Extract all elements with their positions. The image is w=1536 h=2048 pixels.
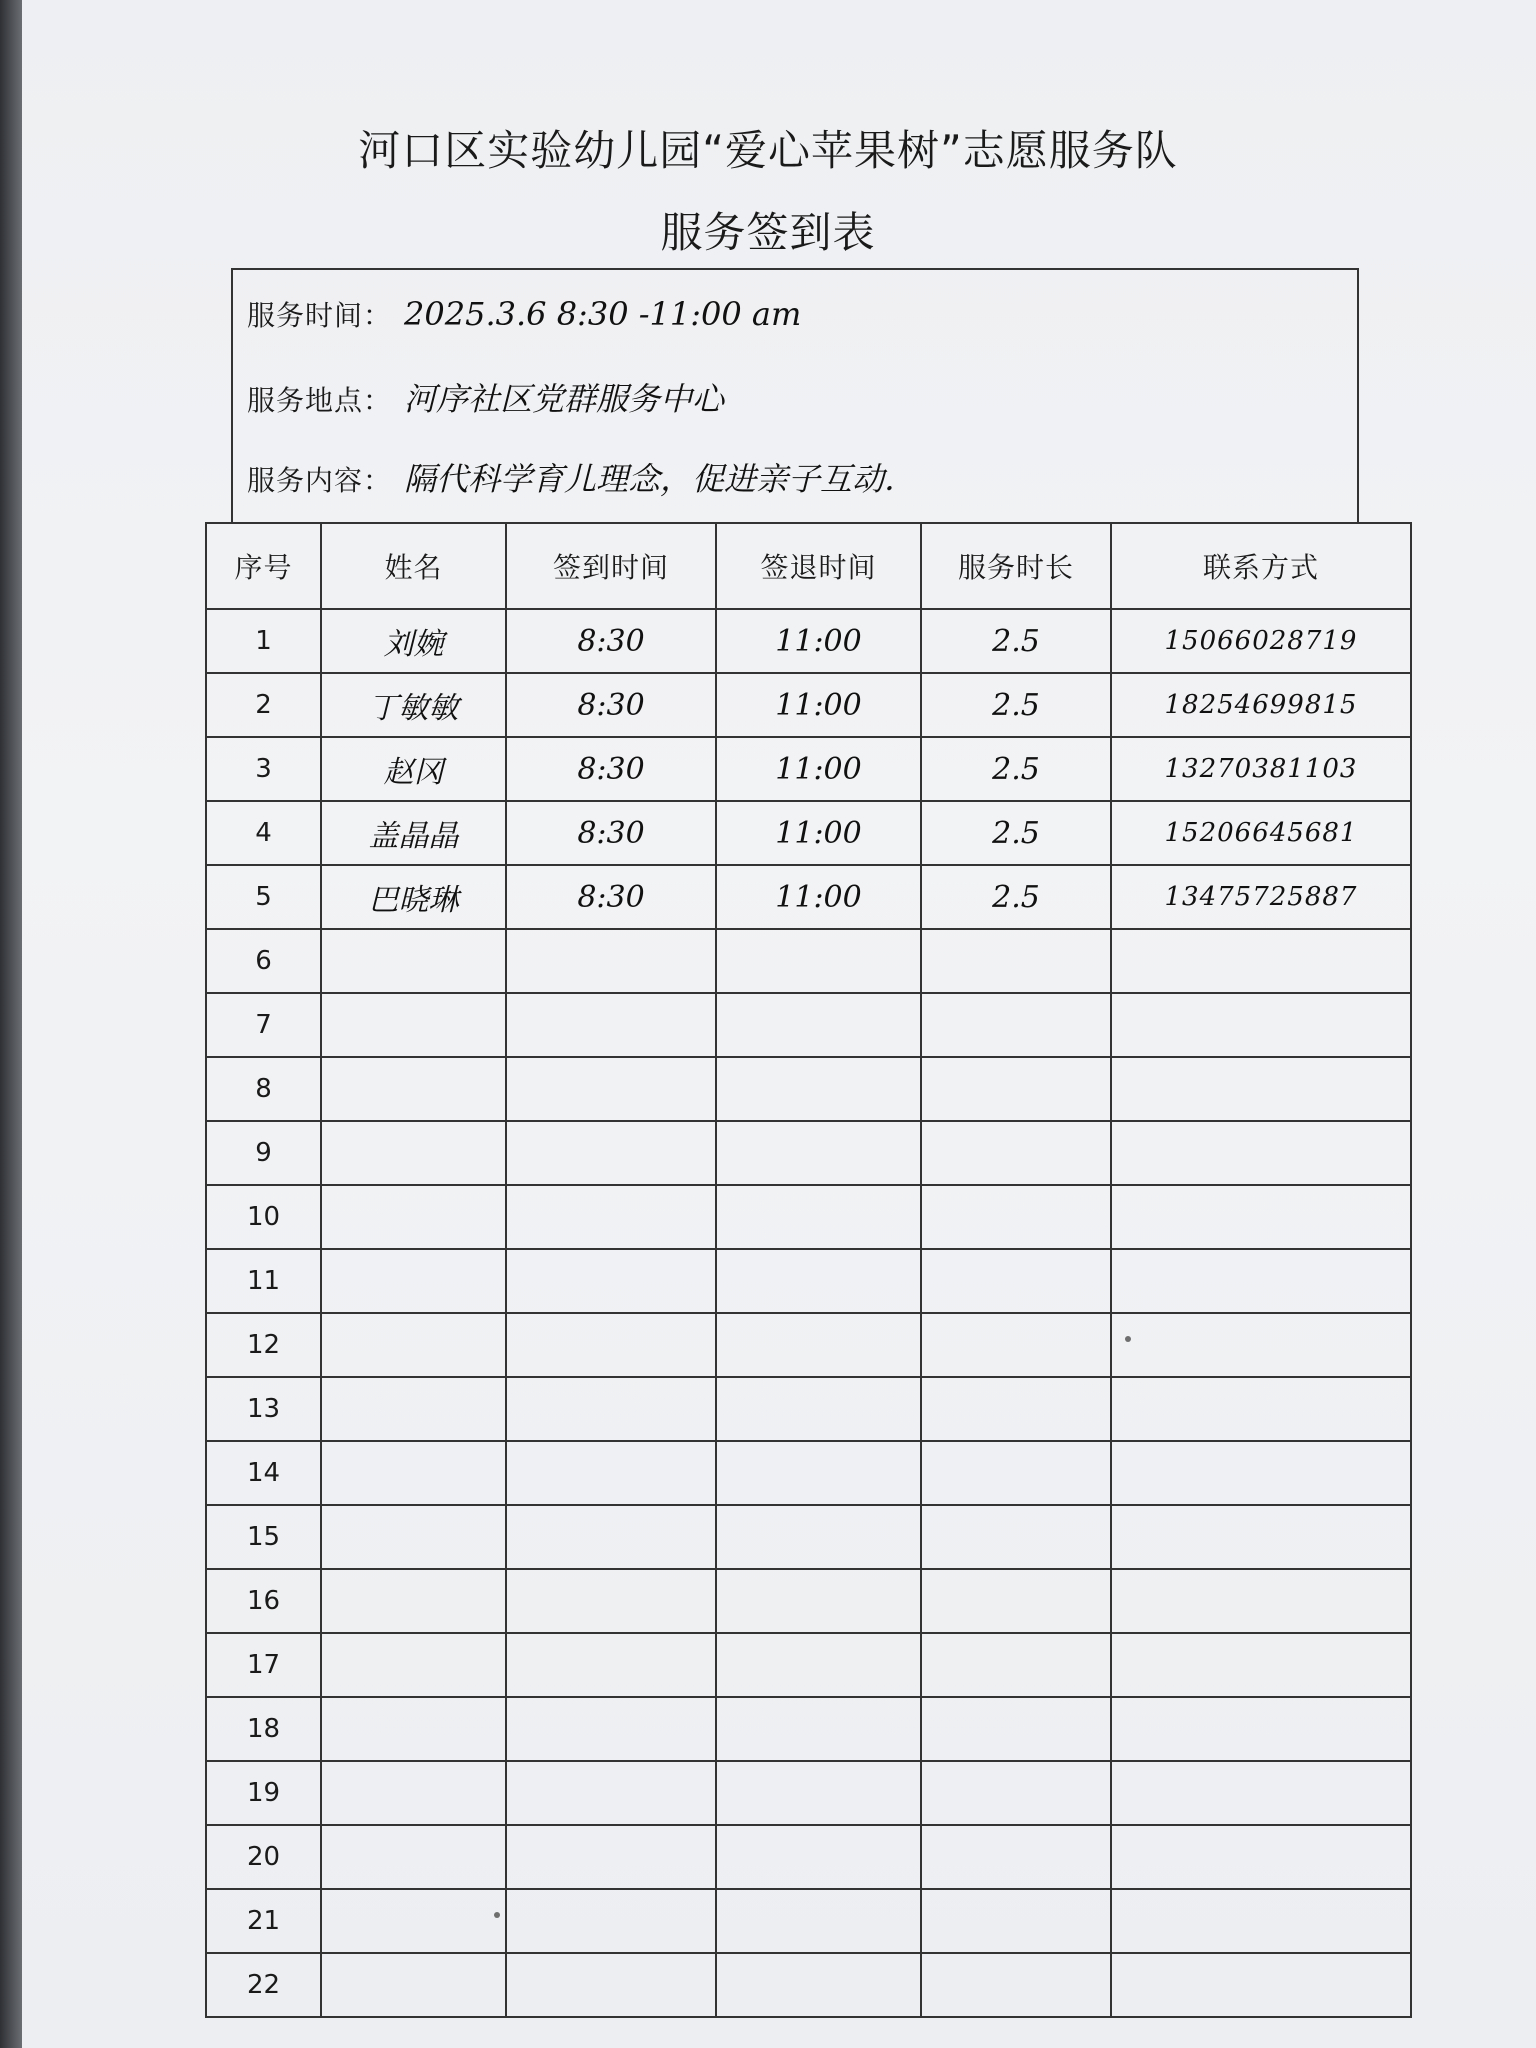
name-cell: [321, 1825, 506, 1889]
checkin-time-cell: [506, 1121, 716, 1185]
service-hours-cell: [921, 1249, 1111, 1313]
contact-phone-cell: [1111, 1761, 1411, 1825]
table-row: [206, 1953, 1411, 2017]
form-title: 河口区实验幼儿园“爱心苹果树”志愿服务队: [358, 126, 1178, 175]
row-number-cell: 7: [206, 993, 321, 1057]
name-cell: [321, 1953, 506, 2017]
service-hours-cell: 2.5: [921, 673, 1111, 737]
checkin-time-cell: [506, 1761, 716, 1825]
row-number-cell: 18: [206, 1697, 321, 1761]
name-cell: 刘婉: [321, 609, 506, 673]
name-cell: [321, 1313, 506, 1377]
row-number-cell: 17: [206, 1633, 321, 1697]
checkout-time-cell: [716, 1633, 921, 1697]
checkout-time-cell: [716, 1057, 921, 1121]
checkin-time-cell: [506, 1505, 716, 1569]
service-info-box: [231, 268, 1359, 524]
table-row: [206, 1313, 1411, 1377]
name-cell: [321, 1057, 506, 1121]
row-number-cell: 22: [206, 1953, 321, 2017]
service-time-label: 服务时间：: [247, 299, 393, 332]
row-number-cell: 14: [206, 1441, 321, 1505]
row-number-cell: 21: [206, 1889, 321, 1953]
checkout-time-cell: [716, 1953, 921, 2017]
table-row: [206, 1441, 1411, 1505]
row-number-cell: 5: [206, 865, 321, 929]
name-cell: [321, 1121, 506, 1185]
checkin-time-cell: 8:30: [506, 737, 716, 801]
table-row: [206, 1825, 1411, 1889]
service-place-label: 服务地点：: [247, 384, 393, 417]
contact-phone-cell: [1111, 1889, 1411, 1953]
table-row: [206, 1185, 1411, 1249]
checkin-time-cell: [506, 1569, 716, 1633]
service-hours-cell: 2.5: [921, 737, 1111, 801]
service-hours-cell: [921, 1697, 1111, 1761]
name-cell: [321, 1249, 506, 1313]
service-content-label: 服务内容：: [247, 464, 393, 497]
table-row: [206, 1377, 1411, 1441]
table-row: [206, 1505, 1411, 1569]
table-header-row: [206, 523, 1411, 609]
checkout-time-cell: 11:00: [716, 673, 921, 737]
table-row: [206, 1633, 1411, 1697]
row-number-cell: 16: [206, 1569, 321, 1633]
checkin-time-cell: 8:30: [506, 609, 716, 673]
paper-speck: [1125, 1336, 1131, 1342]
contact-phone-cell: [1111, 929, 1411, 993]
service-hours-cell: [921, 929, 1111, 993]
table-row: [206, 1249, 1411, 1313]
row-number-cell: 10: [206, 1185, 321, 1249]
name-cell: [321, 1185, 506, 1249]
service-hours-cell: 2.5: [921, 865, 1111, 929]
checkout-time-cell: [716, 1121, 921, 1185]
service-hours-cell: [921, 1953, 1111, 2017]
checkout-time-cell: [716, 1505, 921, 1569]
checkout-time-cell: [716, 1313, 921, 1377]
checkout-time-cell: [716, 1761, 921, 1825]
table-row: [206, 673, 1411, 737]
name-cell: [321, 1569, 506, 1633]
table-row: [206, 993, 1411, 1057]
service-content-value: 隔代科学育儿理念，促进亲子互动．: [404, 460, 917, 498]
checkout-time-cell: 11:00: [716, 865, 921, 929]
checkin-time-cell: [506, 1633, 716, 1697]
service-hours-cell: [921, 1889, 1111, 1953]
column-header-checkin: 签到时间: [506, 523, 716, 609]
service-hours-cell: [921, 1121, 1111, 1185]
column-header-number: 序号: [206, 523, 321, 609]
checkin-time-cell: 8:30: [506, 801, 716, 865]
name-cell: 赵冈: [321, 737, 506, 801]
table-row: [206, 1889, 1411, 1953]
checkin-time-cell: [506, 1825, 716, 1889]
contact-phone-cell: [1111, 1505, 1411, 1569]
name-cell: 丁敏敏: [321, 673, 506, 737]
name-cell: 巴晓琳: [321, 865, 506, 929]
checkin-time-cell: [506, 1889, 716, 1953]
row-number-cell: 11: [206, 1249, 321, 1313]
checkin-time-cell: 8:30: [506, 865, 716, 929]
contact-phone-cell: 13270381103: [1111, 737, 1411, 801]
contact-phone-cell: 15066028719: [1111, 609, 1411, 673]
contact-phone-cell: [1111, 1057, 1411, 1121]
column-header-contact: 联系方式: [1111, 523, 1411, 609]
name-cell: [321, 1889, 506, 1953]
table-row: [206, 1057, 1411, 1121]
checkout-time-cell: [716, 1185, 921, 1249]
row-number-cell: 2: [206, 673, 321, 737]
table-row: [206, 801, 1411, 865]
row-number-cell: 4: [206, 801, 321, 865]
name-cell: [321, 1761, 506, 1825]
contact-phone-cell: [1111, 1633, 1411, 1697]
contact-phone-cell: [1111, 1249, 1411, 1313]
row-number-cell: 6: [206, 929, 321, 993]
table-body: [206, 609, 1411, 2017]
name-cell: 盖晶晶: [321, 801, 506, 865]
service-hours-cell: [921, 993, 1111, 1057]
row-number-cell: 19: [206, 1761, 321, 1825]
contact-phone-cell: [1111, 1697, 1411, 1761]
row-number-cell: 15: [206, 1505, 321, 1569]
service-hours-cell: [921, 1441, 1111, 1505]
checkout-time-cell: [716, 993, 921, 1057]
row-number-cell: 9: [206, 1121, 321, 1185]
table-row: [206, 1761, 1411, 1825]
service-hours-cell: 2.5: [921, 609, 1111, 673]
column-header-checkout: 签退时间: [716, 523, 921, 609]
checkout-time-cell: [716, 1825, 921, 1889]
service-place-row: [247, 374, 724, 420]
checkout-time-cell: [716, 1697, 921, 1761]
checkout-time-cell: [716, 1441, 921, 1505]
service-hours-cell: [921, 1825, 1111, 1889]
row-number-cell: 3: [206, 737, 321, 801]
checkin-time-cell: [506, 929, 716, 993]
checkin-time-cell: [506, 1953, 716, 2017]
table-row: [206, 609, 1411, 673]
row-number-cell: 12: [206, 1313, 321, 1377]
service-hours-cell: [921, 1377, 1111, 1441]
checkout-time-cell: [716, 929, 921, 993]
name-cell: [321, 1697, 506, 1761]
service-hours-cell: [921, 1313, 1111, 1377]
row-number-cell: 8: [206, 1057, 321, 1121]
service-hours-cell: [921, 1761, 1111, 1825]
checkout-time-cell: [716, 1249, 921, 1313]
name-cell: [321, 1505, 506, 1569]
name-cell: [321, 1377, 506, 1441]
checkout-time-cell: 11:00: [716, 801, 921, 865]
table-row: [206, 1697, 1411, 1761]
service-hours-cell: [921, 1057, 1111, 1121]
service-time-value: 2025.3.6 8:30 -11:00 am: [404, 295, 802, 333]
checkout-time-cell: [716, 1569, 921, 1633]
contact-phone-cell: [1111, 1185, 1411, 1249]
checkin-time-cell: [506, 1377, 716, 1441]
checkin-time-cell: [506, 1313, 716, 1377]
checkout-time-cell: [716, 1889, 921, 1953]
page-edge-shadow: [0, 0, 22, 2048]
contact-phone-cell: [1111, 993, 1411, 1057]
contact-phone-cell: [1111, 1313, 1411, 1377]
table-row: [206, 1121, 1411, 1185]
contact-phone-cell: [1111, 1825, 1411, 1889]
name-cell: [321, 1633, 506, 1697]
checkout-time-cell: [716, 1377, 921, 1441]
contact-phone-cell: [1111, 1121, 1411, 1185]
column-header-hours: 服务时长: [921, 523, 1111, 609]
checkin-time-cell: [506, 1441, 716, 1505]
row-number-cell: 20: [206, 1825, 321, 1889]
table-row: [206, 865, 1411, 929]
contact-phone-cell: [1111, 1953, 1411, 2017]
contact-phone-cell: 13475725887: [1111, 865, 1411, 929]
service-time-row: [247, 294, 801, 334]
service-hours-cell: 2.5: [921, 801, 1111, 865]
checkin-time-cell: 8:30: [506, 673, 716, 737]
checkout-time-cell: 11:00: [716, 737, 921, 801]
row-number-cell: 13: [206, 1377, 321, 1441]
name-cell: [321, 1441, 506, 1505]
checkin-time-cell: [506, 1249, 716, 1313]
checkin-time-cell: [506, 1185, 716, 1249]
contact-phone-cell: [1111, 1569, 1411, 1633]
contact-phone-cell: 18254699815: [1111, 673, 1411, 737]
contact-phone-cell: [1111, 1441, 1411, 1505]
form-subtitle: 服务签到表: [660, 208, 876, 257]
service-hours-cell: [921, 1185, 1111, 1249]
service-content-row: [247, 454, 916, 500]
row-number-cell: 1: [206, 609, 321, 673]
paper-speck: [494, 1912, 500, 1918]
signin-table: [205, 522, 1412, 2018]
service-hours-cell: [921, 1633, 1111, 1697]
table-row: [206, 1569, 1411, 1633]
name-cell: [321, 993, 506, 1057]
table-row: [206, 737, 1411, 801]
column-header-name: 姓名: [321, 523, 506, 609]
contact-phone-cell: 15206645681: [1111, 801, 1411, 865]
table-row: [206, 929, 1411, 993]
checkin-time-cell: [506, 993, 716, 1057]
checkin-time-cell: [506, 1057, 716, 1121]
service-hours-cell: [921, 1505, 1111, 1569]
name-cell: [321, 929, 506, 993]
service-place-value: 河序社区党群服务中心: [404, 380, 725, 418]
checkin-time-cell: [506, 1697, 716, 1761]
service-hours-cell: [921, 1569, 1111, 1633]
checkout-time-cell: 11:00: [716, 609, 921, 673]
contact-phone-cell: [1111, 1377, 1411, 1441]
